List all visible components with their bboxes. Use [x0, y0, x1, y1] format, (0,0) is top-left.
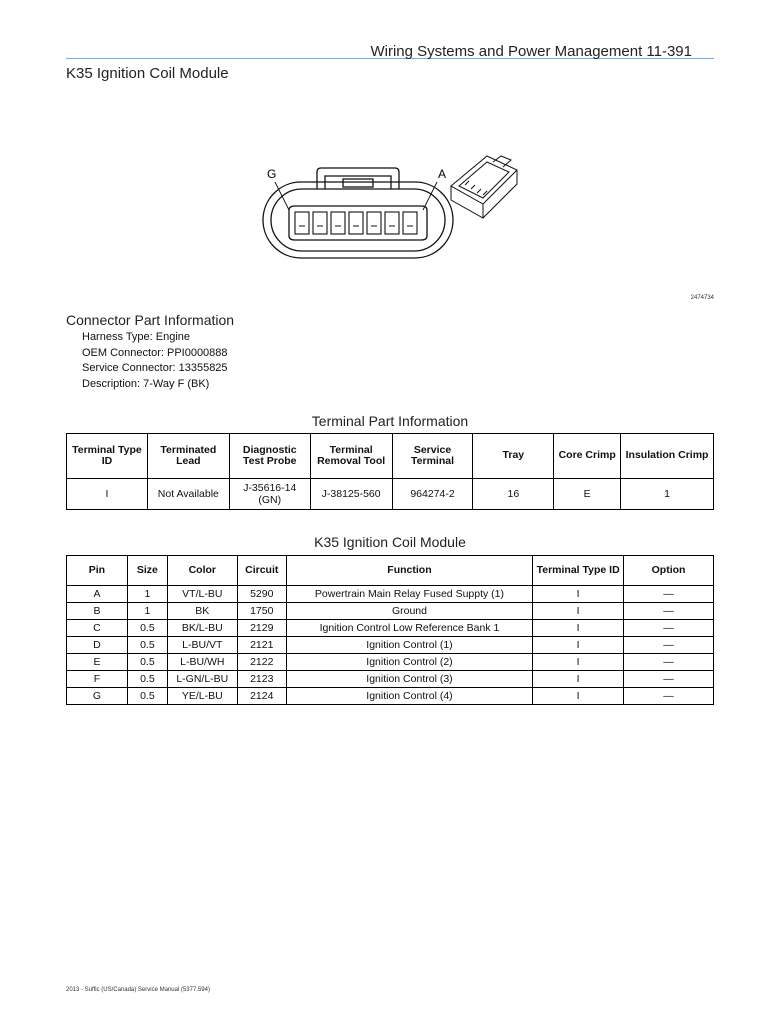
- header-cell: Diagnostic Test Probe: [229, 434, 310, 479]
- table-cell: 964274-2: [392, 479, 473, 510]
- header-cell: Option: [624, 556, 714, 586]
- header-cell: Terminal Type ID: [533, 556, 624, 586]
- table-cell: —: [624, 654, 714, 671]
- connector-drawing: [255, 148, 555, 283]
- table-cell: I: [533, 671, 624, 688]
- table-cell: L-GN/L-BU: [167, 671, 237, 688]
- table-cell: —: [624, 620, 714, 637]
- figure-id: 2474734: [690, 295, 714, 301]
- table-cell: G: [67, 688, 128, 705]
- table-cell: I: [533, 586, 624, 603]
- table-cell: Ignition Control (4): [286, 688, 532, 705]
- header-cell: Terminal Removal Tool: [310, 434, 392, 479]
- table-row: [67, 688, 714, 705]
- table-cell: —: [624, 688, 714, 705]
- table-cell: —: [624, 671, 714, 688]
- description: Description: 7-Way F (BK): [82, 377, 210, 390]
- table-cell: Ignition Control (3): [286, 671, 532, 688]
- table-row: [67, 620, 714, 637]
- header-cell: Core Crimp: [554, 434, 621, 479]
- table-cell: Not Available: [147, 479, 229, 510]
- header-cell: Tray: [473, 434, 554, 479]
- cavity-d: [349, 212, 363, 234]
- cavity-e: [331, 212, 345, 234]
- pin-table-body: [67, 586, 714, 705]
- table-header-row: [67, 556, 714, 586]
- table-row: [67, 671, 714, 688]
- header-cell: Insulation Crimp: [621, 434, 714, 479]
- table-cell: J-35616-14 (GN): [229, 479, 310, 510]
- harness-type: Harness Type: Engine: [82, 331, 191, 343]
- table-row: [67, 654, 714, 671]
- table-cell: B: [67, 603, 128, 620]
- table-cell: I: [533, 620, 624, 637]
- table-cell: J-38125-560: [310, 479, 392, 510]
- connector-info-list: [82, 330, 228, 392]
- table-header-row: [67, 434, 714, 479]
- table-cell: —: [624, 637, 714, 654]
- table-cell: BK/L-BU: [167, 620, 237, 637]
- table-cell: 1: [621, 479, 714, 510]
- table-cell: C: [67, 620, 128, 637]
- table-cell: 5290: [237, 586, 286, 603]
- table-row: [67, 586, 714, 603]
- table-cell: L-BU/WH: [167, 654, 237, 671]
- table-cell: Powertrain Main Relay Fused Suppty (1): [286, 586, 532, 603]
- header-cell: Function: [286, 556, 532, 586]
- terminal-cavities: [295, 212, 417, 234]
- page-title: K35 Ignition Coil Module: [66, 65, 229, 82]
- table-cell: 1: [127, 603, 167, 620]
- header-cell: Pin: [67, 556, 128, 586]
- table-cell: 2129: [237, 620, 286, 637]
- table-cell: 0.5: [127, 637, 167, 654]
- table-cell: F: [67, 671, 128, 688]
- table-cell: 1: [127, 586, 167, 603]
- connector-iso-view: [451, 156, 517, 218]
- table-cell: I: [533, 688, 624, 705]
- cavity-frame: [289, 206, 427, 240]
- header-cell: Terminal Type ID: [67, 434, 148, 479]
- table-cell: A: [67, 586, 128, 603]
- leader-g: [275, 182, 289, 210]
- latch-tab: [343, 179, 373, 187]
- pin-out-table: [66, 555, 714, 705]
- table-cell: —: [624, 586, 714, 603]
- table-cell: VT/L-BU: [167, 586, 237, 603]
- cavity-a: [403, 212, 417, 234]
- table-cell: YE/L-BU: [167, 688, 237, 705]
- table-cell: Ground: [286, 603, 532, 620]
- table-cell: D: [67, 637, 128, 654]
- running-head: Wiring Systems and Power Management 11-391: [370, 43, 692, 60]
- oem-connector: OEM Connector: PPI0000888: [82, 346, 228, 359]
- header-cell: Circuit: [237, 556, 286, 586]
- header-cell: Terminated Lead: [147, 434, 229, 479]
- cavity-b: [385, 212, 399, 234]
- table-cell: 0.5: [127, 688, 167, 705]
- pin-table-title: K35 Ignition Coil Module: [314, 534, 466, 550]
- table-cell: I: [533, 637, 624, 654]
- cavity-g: [295, 212, 309, 234]
- table-cell: I: [533, 654, 624, 671]
- table-cell: 0.5: [127, 654, 167, 671]
- table-cell: 2121: [237, 637, 286, 654]
- table-cell: 1750: [237, 603, 286, 620]
- table-cell: 0.5: [127, 620, 167, 637]
- table-cell: I: [67, 479, 148, 510]
- table-cell: E: [554, 479, 621, 510]
- housing-inner: [271, 189, 445, 251]
- table-row: [67, 637, 714, 654]
- table-cell: Ignition Control Low Reference Bank 1: [286, 620, 532, 637]
- cavity-c: [367, 212, 381, 234]
- table-cell: —: [624, 603, 714, 620]
- cavity-f: [313, 212, 327, 234]
- housing-outline: [263, 182, 453, 258]
- table-cell: E: [67, 654, 128, 671]
- table-cell: 2124: [237, 688, 286, 705]
- table-cell: I: [533, 603, 624, 620]
- service-connector: Service Connector: 13355825: [82, 362, 228, 374]
- table-cell: Ignition Control (2): [286, 654, 532, 671]
- table-cell: L-BU/VT: [167, 637, 237, 654]
- page-footer: 2013 - Suffic (US/Canada) Service Manual (5377.594): [66, 987, 210, 993]
- table-row: [67, 479, 714, 510]
- header-cell: Size: [127, 556, 167, 586]
- table-cell: 2123: [237, 671, 286, 688]
- table-cell: 0.5: [127, 671, 167, 688]
- terminal-table-title: Terminal Part Information: [311, 413, 469, 429]
- label-g: G: [267, 167, 277, 181]
- connector-illustration: [255, 148, 555, 283]
- table-cell: 2122: [237, 654, 286, 671]
- header-cell: Color: [167, 556, 237, 586]
- label-a: A: [438, 167, 447, 181]
- connector-info-heading: Connector Part Information: [66, 312, 235, 328]
- table-cell: BK: [167, 603, 237, 620]
- table-cell: 16: [473, 479, 554, 510]
- table-cell: Ignition Control (1): [286, 637, 532, 654]
- terminal-part-table: [66, 433, 714, 510]
- header-cell: Service Terminal: [392, 434, 473, 479]
- leader-a: [423, 182, 437, 210]
- table-row: [67, 603, 714, 620]
